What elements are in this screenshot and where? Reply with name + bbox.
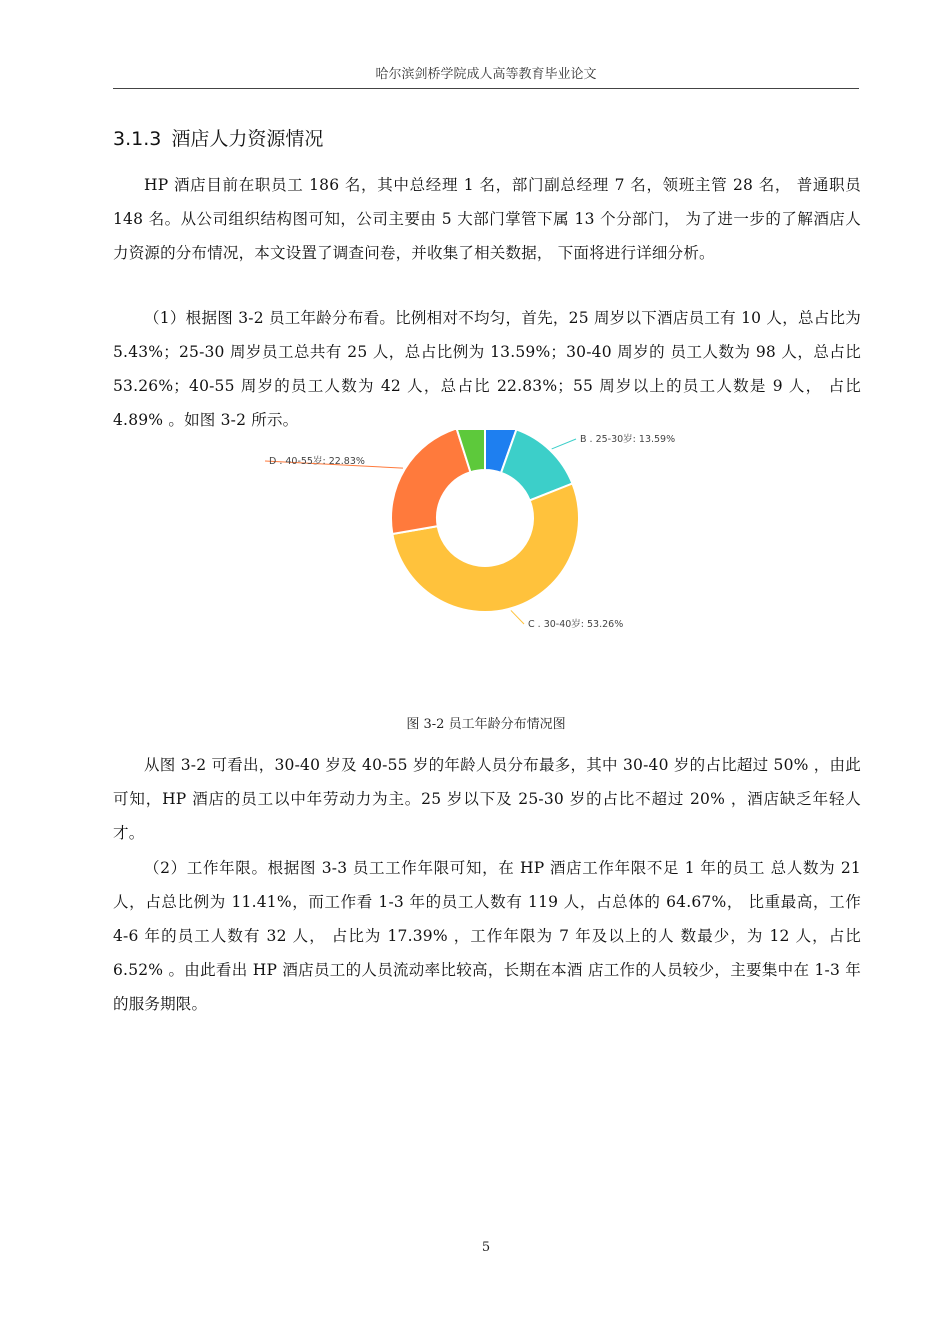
paragraph-age-analysis: 从图 3-2 可看出，30-40 岁及 40-55 岁的年龄人员分布最多，其中 30-40 岁的占比超过 50% ，由此可知，HP 酒店的员工以中年劳动力为主。25 岁以下及 25-30 岁的占比不超过 20% ，酒店缺乏年轻人才。	[113, 756, 861, 842]
paragraph-age-distribution: （1）根据图 3-2 员工年龄分布看。比例相对不均匀，首先，25 周岁以下酒店员工有 10 人，总占比为 5.43%；25-30 周岁员工总共有 25 人，总占比例为 13.59%；30-40 周岁的 员工人数为 98 人，总占比 53.26%；40-55 周岁的员工人数为 42 人，总占比 22.83%；55 周岁以上的员工人数是 9 人， 占比 4.89% 。如图 3-2 所示。	[113, 309, 861, 429]
slice-label-c: C . 30-40岁: 53.26%	[528, 619, 624, 630]
section-number: 3.1.3	[113, 128, 162, 150]
slice-label-b: B . 25-30岁: 13.59%	[580, 434, 676, 445]
section-title: 酒店人力资源情况	[171, 128, 324, 150]
donut-slice-d	[391, 430, 470, 534]
running-header: 哈尔滨剑桥学院成人高等教育毕业论文	[375, 67, 597, 82]
section-heading	[113, 125, 323, 153]
paragraph-tenure: （2）工作年限。根据图 3-3 员工工作年限可知，在 HP 酒店工作年限不足 1 年的员工 总人数为 21 人，占总比例为 11.41%，而工作看 1-3 年的员工人数有 119 人，占总体的 64.67%， 比重最高，工作 4-6 年的员工人数有 32 人， 占比为 17.39% ，工作年限为 7 年及以上的人 数最少，为 12 人，占比 6.52% 。由此看出 HP 酒店员工的人员流动率比较高，长期在本酒 店工作的人员较少，主要集中在 1-3 年的服务期限。	[113, 859, 861, 1013]
donut-slices	[391, 430, 579, 612]
label-leader-b	[552, 439, 576, 449]
age-distribution-figure	[163, 430, 803, 640]
paragraph-staff-overview: HP 酒店目前在职员工 186 名，其中总经理 1 名，部门副总经理 7 名，领班主管 28 名， 普通职员 148 名。从公司组织结构图可知，公司主要由 5 大部门掌管下属 13 个分部门， 为了进一步的了解酒店人力资源的分布情况，本文设置了调查问卷，并收集了相关数据， 下面将进行详细分析。	[113, 176, 861, 262]
header-divider	[113, 88, 859, 89]
donut-chart	[163, 430, 803, 640]
figure-caption: 图 3-2 员工年龄分布情况图	[406, 717, 566, 732]
page-number: 5	[481, 1240, 491, 1255]
slice-label-d: D . 40-55岁: 22.83%	[269, 456, 365, 467]
label-leader-c	[511, 610, 524, 624]
